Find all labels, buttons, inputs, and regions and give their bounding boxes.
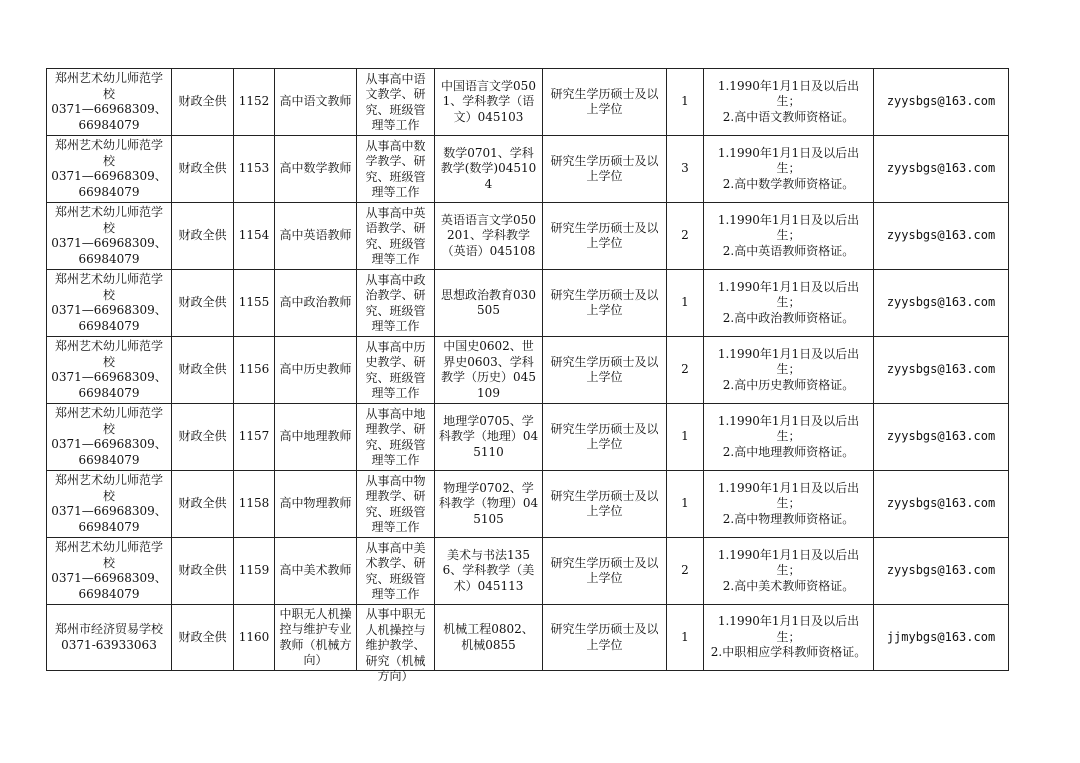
requirement-2: 2.高中语文教师资格证。	[722, 109, 855, 124]
funding-cell: 财政全供	[172, 270, 234, 337]
unit-cell	[47, 69, 172, 136]
position-code-cell: 1153	[234, 136, 275, 203]
unit-phone: 0371—66968309、66984079	[51, 102, 167, 132]
unit-name: 郑州艺术幼儿师范学校	[54, 540, 163, 570]
unit-name: 郑州艺术幼儿师范学校	[54, 272, 163, 302]
position-code-cell: 1152	[234, 69, 275, 136]
duty-text: 从事高中语文教学、研究、班级管理等工作	[365, 71, 426, 132]
table-row	[47, 270, 1009, 337]
requirement-1: 1.1990年1月1日及以后出生；	[717, 346, 860, 377]
email-cell: zyysbgs@163.com	[874, 337, 1009, 404]
requirement-2: 2.高中政治教师资格证。	[722, 310, 855, 325]
hiring-count-cell: 1	[667, 404, 704, 471]
requirements-cell	[704, 538, 874, 605]
unit-cell	[47, 270, 172, 337]
position-name-cell	[275, 471, 357, 538]
unit-phone: 0371—66968309、66984079	[51, 169, 167, 199]
requirement-2: 2.高中地理教师资格证。	[722, 444, 855, 459]
requirement-1: 1.1990年1月1日及以后出生；	[717, 78, 860, 109]
unit-name: 郑州市经济贸易学校	[54, 622, 163, 636]
position-name: 高中美术教师	[279, 563, 352, 578]
education-cell: 研究生学历硕士及以上学位	[543, 471, 667, 538]
email-cell: zyysbgs@163.com	[874, 69, 1009, 136]
major-cell: 机械工程0802、机械0855	[435, 605, 543, 671]
position-name-cell	[275, 404, 357, 471]
hiring-count-cell: 1	[667, 270, 704, 337]
requirement-1: 1.1990年1月1日及以后出生；	[717, 614, 860, 644]
email-cell: zyysbgs@163.com	[874, 404, 1009, 471]
hiring-count-cell: 2	[667, 337, 704, 404]
position-code-cell: 1157	[234, 404, 275, 471]
email-cell: zyysbgs@163.com	[874, 471, 1009, 538]
major-cell: 中国史0602、世界史0603、学科教学（历史）045109	[435, 337, 543, 404]
duty-cell	[357, 270, 435, 337]
duty-cell	[357, 337, 435, 404]
table-row	[47, 538, 1009, 605]
position-code-cell: 1160	[234, 605, 275, 671]
major-cell: 英语语言文学050201、学科教学（英语）045108	[435, 203, 543, 270]
requirement-1: 1.1990年1月1日及以后出生；	[717, 279, 860, 310]
duty-text: 从事高中历史教学、研究、班级管理等工作	[365, 339, 426, 400]
unit-cell	[47, 337, 172, 404]
education-cell: 研究生学历硕士及以上学位	[543, 404, 667, 471]
funding-cell: 财政全供	[172, 136, 234, 203]
duty-text: 从事高中美术教学、研究、班级管理等工作	[365, 540, 426, 601]
requirement-2: 2.高中历史教师资格证。	[722, 377, 855, 392]
unit-phone: 0371—66968309、66984079	[51, 437, 167, 467]
funding-cell: 财政全供	[172, 203, 234, 270]
duty-cell	[357, 538, 435, 605]
requirements-cell	[704, 404, 874, 471]
email-cell: zyysbgs@163.com	[874, 203, 1009, 270]
duty-cell	[357, 203, 435, 270]
position-name: 高中英语教师	[279, 228, 352, 243]
funding-cell: 财政全供	[172, 404, 234, 471]
unit-phone: 0371—66968309、66984079	[51, 571, 167, 601]
funding-cell: 财政全供	[172, 605, 234, 671]
recruitment-table	[46, 68, 1009, 683]
hiring-count-cell: 1	[667, 69, 704, 136]
position-code-cell: 1156	[234, 337, 275, 404]
major-cell: 地理学0705、学科教学（地理）045110	[435, 404, 543, 471]
requirements-cell	[704, 337, 874, 404]
duty-text: 从事中职无人机操控与维护教学、研究（机械方向）	[365, 607, 426, 683]
position-name: 高中政治教师	[279, 295, 352, 310]
position-name: 中职无人机操控与维护专业教师（机械方向）	[279, 606, 352, 667]
position-code-cell: 1159	[234, 538, 275, 605]
requirement-2: 2.高中美术教师资格证。	[722, 578, 855, 593]
hiring-count-cell: 3	[667, 136, 704, 203]
unit-name: 郑州艺术幼儿师范学校	[54, 339, 163, 369]
major-cell: 物理学0702、学科教学（物理）045105	[435, 471, 543, 538]
unit-phone: 0371—66968309、66984079	[51, 303, 167, 333]
table-row	[47, 136, 1009, 203]
funding-cell: 财政全供	[172, 471, 234, 538]
position-code-cell: 1154	[234, 203, 275, 270]
hiring-count-cell: 2	[667, 203, 704, 270]
table-row	[47, 337, 1009, 404]
position-name-cell	[275, 270, 357, 337]
requirement-2: 2.中职相应学科教师资格证。	[710, 645, 867, 660]
duty-cell	[357, 605, 435, 683]
unit-name: 郑州艺术幼儿师范学校	[54, 473, 163, 503]
duty-cell	[357, 136, 435, 203]
requirement-1: 1.1990年1月1日及以后出生；	[717, 547, 860, 578]
unit-cell	[47, 136, 172, 203]
requirements-cell	[704, 605, 874, 671]
email-cell: jjmybgs@163.com	[874, 605, 1009, 671]
requirement-2: 2.高中英语教师资格证。	[722, 243, 855, 258]
education-cell: 研究生学历硕士及以上学位	[543, 337, 667, 404]
hiring-count-cell: 1	[667, 471, 704, 538]
position-name: 高中数学教师	[279, 161, 352, 176]
position-name-cell	[275, 203, 357, 270]
requirement-1: 1.1990年1月1日及以后出生；	[717, 145, 860, 176]
duty-text: 从事高中地理教学、研究、班级管理等工作	[365, 406, 426, 467]
requirements-cell	[704, 203, 874, 270]
position-code-cell: 1158	[234, 471, 275, 538]
education-cell: 研究生学历硕士及以上学位	[543, 69, 667, 136]
email-cell: zyysbgs@163.com	[874, 270, 1009, 337]
unit-cell	[47, 605, 172, 671]
requirement-1: 1.1990年1月1日及以后出生；	[717, 480, 860, 511]
education-cell: 研究生学历硕士及以上学位	[543, 605, 667, 671]
email-cell: zyysbgs@163.com	[874, 136, 1009, 203]
position-name-cell	[275, 538, 357, 605]
requirements-cell	[704, 471, 874, 538]
unit-cell	[47, 404, 172, 471]
major-cell: 美术与书法1356、学科教学（美术）045113	[435, 538, 543, 605]
funding-cell: 财政全供	[172, 69, 234, 136]
unit-cell	[47, 471, 172, 538]
position-name-cell	[275, 337, 357, 404]
hiring-count-cell: 1	[667, 605, 704, 671]
unit-phone: 0371—66968309、66984079	[51, 236, 167, 266]
position-name-cell	[275, 605, 357, 671]
position-name: 高中语文教师	[279, 94, 352, 109]
position-name: 高中地理教师	[279, 429, 352, 444]
education-cell: 研究生学历硕士及以上学位	[543, 203, 667, 270]
unit-phone: 0371—66968309、66984079	[51, 504, 167, 534]
duty-text: 从事高中数学教学、研究、班级管理等工作	[365, 138, 426, 199]
unit-cell	[47, 203, 172, 270]
funding-cell: 财政全供	[172, 538, 234, 605]
duty-text: 从事高中物理教学、研究、班级管理等工作	[365, 473, 426, 534]
unit-name: 郑州艺术幼儿师范学校	[54, 406, 163, 436]
position-name: 高中物理教师	[279, 496, 352, 511]
major-cell: 数学0701、学科教学(数学)045104	[435, 136, 543, 203]
duty-cell	[357, 69, 435, 136]
education-cell: 研究生学历硕士及以上学位	[543, 270, 667, 337]
unit-phone: 0371-63933063	[61, 637, 157, 652]
funding-cell: 财政全供	[172, 337, 234, 404]
table-row	[47, 471, 1009, 538]
position-name-cell	[275, 136, 357, 203]
position-name: 高中历史教师	[279, 362, 352, 377]
requirement-2: 2.高中物理教师资格证。	[722, 511, 855, 526]
unit-name: 郑州艺术幼儿师范学校	[54, 138, 163, 168]
major-cell: 中国语言文学0501、学科教学（语文）045103	[435, 69, 543, 136]
unit-phone: 0371—66968309、66984079	[51, 370, 167, 400]
table-row	[47, 605, 1009, 671]
email-cell: zyysbgs@163.com	[874, 538, 1009, 605]
requirement-1: 1.1990年1月1日及以后出生；	[717, 212, 860, 243]
requirements-cell	[704, 136, 874, 203]
unit-name: 郑州艺术幼儿师范学校	[54, 71, 163, 101]
requirement-1: 1.1990年1月1日及以后出生；	[717, 413, 860, 444]
major-cell: 思想政治教育030505	[435, 270, 543, 337]
requirements-cell	[704, 270, 874, 337]
duty-cell	[357, 471, 435, 538]
hiring-count-cell: 2	[667, 538, 704, 605]
requirements-cell	[704, 69, 874, 136]
unit-name: 郑州艺术幼儿师范学校	[54, 205, 163, 235]
table-row	[47, 69, 1009, 136]
position-code-cell: 1155	[234, 270, 275, 337]
unit-cell	[47, 538, 172, 605]
education-cell: 研究生学历硕士及以上学位	[543, 136, 667, 203]
requirement-2: 2.高中数学教师资格证。	[722, 176, 855, 191]
education-cell: 研究生学历硕士及以上学位	[543, 538, 667, 605]
duty-text: 从事高中政治教学、研究、班级管理等工作	[365, 272, 426, 333]
duty-text: 从事高中英语教学、研究、班级管理等工作	[365, 205, 426, 266]
duty-cell	[357, 404, 435, 471]
position-name-cell	[275, 69, 357, 136]
table-row	[47, 404, 1009, 471]
table-row	[47, 203, 1009, 270]
